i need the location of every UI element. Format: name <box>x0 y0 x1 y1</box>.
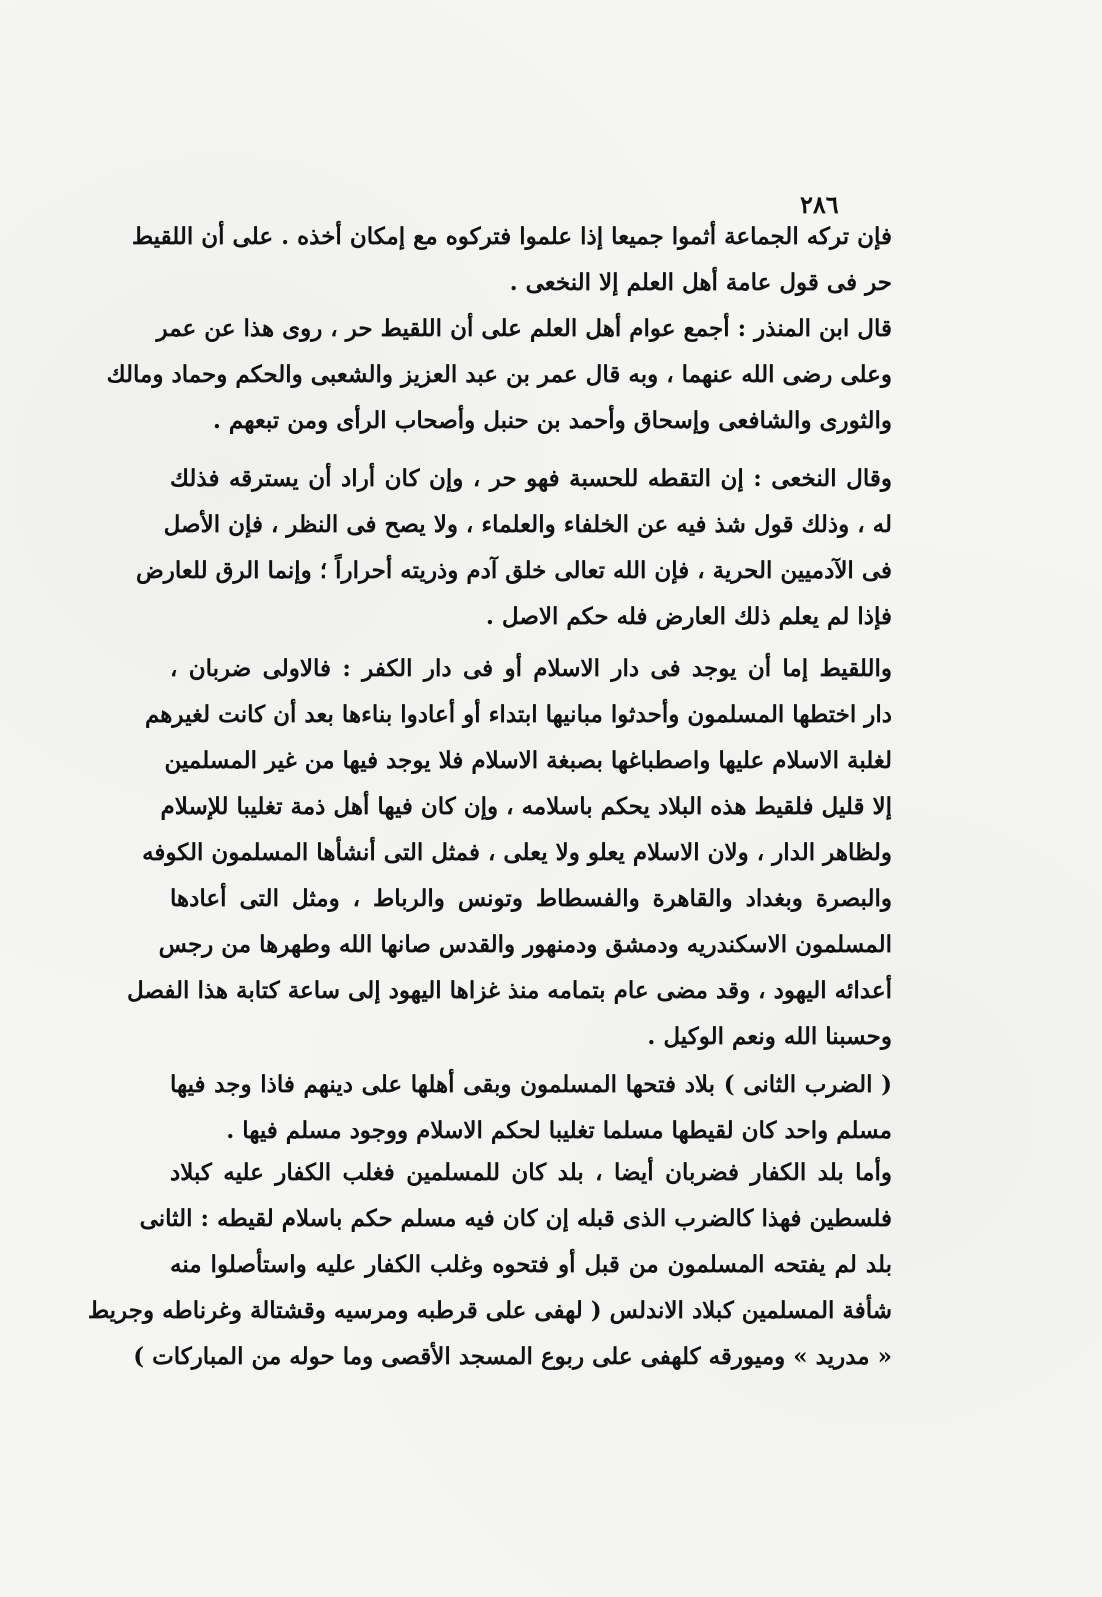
text-line: وحسبنا الله ونعم الوكيل . <box>647 1023 892 1050</box>
text-line: المسلمون الاسكندريه ودمشق ودمنهور والقدس صانها الله وطهرها من رجس <box>158 931 892 958</box>
paragraph-1 <box>131 214 892 306</box>
text-line: ولظاهر الدار ، ولان الاسلام يعلو ولا يعلى ، فمثل التى أنشأها المسلمون الكوفه <box>142 839 892 866</box>
text-line: فإن تركه الجماعة أثموا جميعا إذا علموا فتركوه مع إمكان أخذه . على أن اللقيط <box>131 223 892 250</box>
text-line: وقال النخعى : إن التقطه للحسبة فهو حر ، وإن كان أراد أن يسترقه فذلك <box>170 465 892 492</box>
paragraph-6 <box>87 1150 892 1380</box>
text-line: دار اختطها المسلمون وأحدثوا مبانيها ابتداء أو أعادوا بناءها بعد أن كانت لغيرهم <box>144 701 892 728</box>
text-line: والبصرة وبغداد والقاهرة والفسطاط وتونس والرباط ، ومثل التى أعادها <box>170 885 892 912</box>
paragraph-4 <box>127 646 892 1060</box>
paragraph-3 <box>135 456 892 640</box>
text-line: مسلم واحد كان لقيطها مسلما تغليبا لحكم الاسلام ووجود مسلم فيها . <box>226 1117 892 1144</box>
text-line: فلسطين فهذا كالضرب الذى قبله إن كان فيه مسلم حكم باسلام لقيطه : الثانى <box>139 1205 892 1232</box>
paragraph-2 <box>106 306 892 444</box>
text-line: وأما بلد الكفار فضربان أيضا ، بلد كان للمسلمين فغلب الكفار عليه كبلاد <box>170 1159 892 1186</box>
text-line: وعلى رضى الله عنهما ، وبه قال عمر بن عبد العزيز والشعبى والحكم وحماد ومالك <box>106 361 892 388</box>
text-line: فإذا لم يعلم ذلك العارض فله حكم الاصل . <box>485 603 892 630</box>
text-line: قال ابن المنذر : أجمع عوام أهل العلم على أن اللقيط حر ، روى هذا عن عمر <box>156 315 892 342</box>
text-line: واللقيط إما أن يوجد فى دار الاسلام أو فى دار الكفر : فالاولى ضربان ، <box>170 655 892 682</box>
text-line: والثورى والشافعى وإسحاق وأحمد بن حنبل وأصحاب الرأى ومن تبعهم . <box>212 407 892 434</box>
text-line: بلد لم يفتحه المسلمون من قبل أو فتحوه وغلب الكفار عليه واستأصلوا منه <box>170 1251 892 1278</box>
text-line: حر فى قول عامة أهل العلم إلا النخعى . <box>509 269 892 296</box>
text-line: فى الآدميين الحرية ، فإن الله تعالى خلق آدم وذريته أحراراً ؛ وإنما الرق للعارض <box>135 557 892 584</box>
paragraph-5 <box>170 1062 892 1154</box>
text-line: لغلبة الاسلام عليها واصطباغها بصبغة الاسلام فلا يوجد فيها من غير المسلمين <box>164 747 892 774</box>
text-line: له ، وذلك قول شذ فيه عن الخلفاء والعلماء ، ولا يصح فى النظر ، فإن الأصل <box>163 511 892 538</box>
text-line: شأفة المسلمين كبلاد الاندلس ( لهفى على قرطبه ومرسيه وقشتالة وغرناطه وجريط <box>87 1297 892 1324</box>
text-line: « مدريد » وميورقه كلهفى على ربوع المسجد الأقصى وما حوله من المباركات ) <box>133 1343 892 1370</box>
page-number: ٢٨٦ <box>800 190 839 219</box>
text-line: أعدائه اليهود ، وقد مضى عام بتمامه منذ غزاها اليهود إلى ساعة كتابة هذا الفصل <box>127 977 892 1004</box>
text-line: ( الضرب الثانى ) بلاد فتحها المسلمون وبقى أهلها على دينهم فاذا وجد فيها <box>170 1071 892 1098</box>
text-line: إلا قليل فلقيط هذه البلاد يحكم باسلامه ، وإن كان فيها أهل ذمة تغليبا للإسلام <box>160 793 892 820</box>
